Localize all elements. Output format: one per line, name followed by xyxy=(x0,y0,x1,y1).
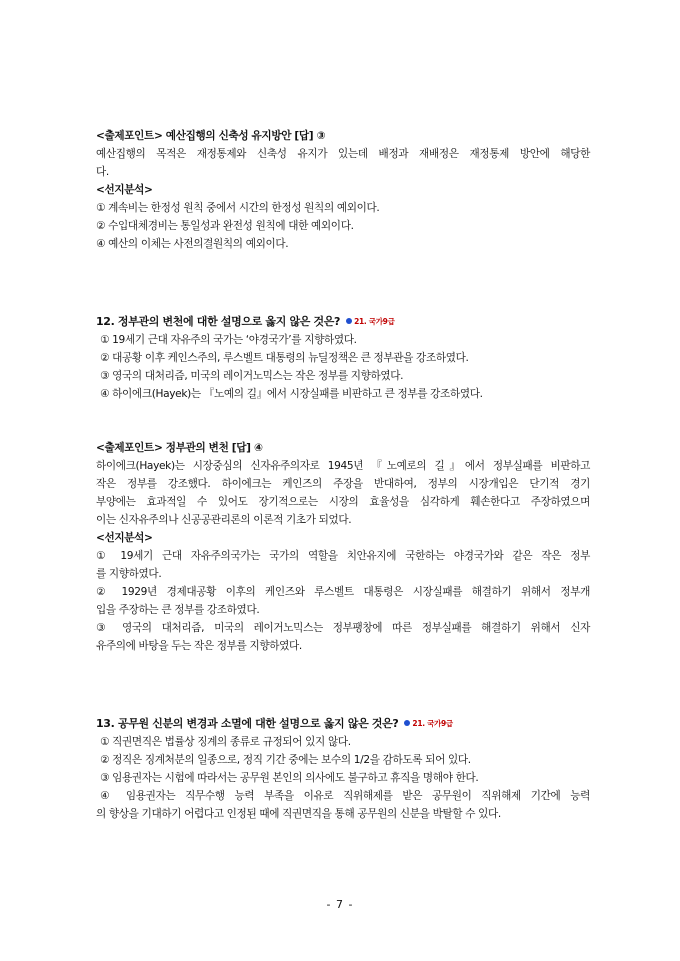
bullet-dot-icon xyxy=(404,720,410,726)
sec2-analysis-line-4: 입을 주장하는 큰 정부를 강조하였다. xyxy=(96,604,260,616)
sec2-analysis-line-2: 를 지향하였다. xyxy=(96,568,162,580)
question-13-option-2: ② 정직은 징계처분의 일종으로, 정직 기간 중에는 보수의 1/2을 감하도록 되어 있다. xyxy=(100,754,471,766)
sec2-analysis-title: <선지분석> xyxy=(96,532,153,544)
sec2-analysis-line-1: ① 19세기 근대 자유주의국가는 국가의 역할을 치안유지에 국한하는 야경국가와 같은 작은 정부 xyxy=(96,550,590,562)
question-12-text: 12. 정부관의 변천에 대한 설명으로 옳지 않은 것은? xyxy=(96,315,341,328)
question-13-option-4-line-2: 의 향상을 기대하기 어렵다고 인정된 때에 직권면직을 통해 공무원의 신분을 박탈할 수 있다. xyxy=(96,808,501,820)
sec1-body-line-1: 예산집행의 목적은 재정통제와 신축성 유지가 있는데 배정과 재배정은 재정통제 방안에 해당한 xyxy=(96,148,590,160)
question-13-option-3: ③ 임용권자는 시험에 따라서는 공무원 본인의 의사에도 불구하고 휴직을 명해야 한다. xyxy=(100,772,479,784)
sec1-analysis-4: ④ 예산의 이체는 사전의결원칙의 예외이다. xyxy=(96,238,289,250)
question-13-tag-text: 21. 국가9급 xyxy=(412,719,453,728)
sec2-body-line-2: 작은 정부를 강조했다. 하이에크는 케인즈의 주장을 반대하여, 정부의 시장개입은 단기적 경기 xyxy=(96,478,590,490)
sec1-analysis-1: ① 계속비는 한정성 원칙 중에서 시간의 한정성 원칙의 예외이다. xyxy=(96,202,380,214)
question-12-option-2: ② 대공황 이후 케인스주의, 루스벨트 대통령의 뉴딜정책은 큰 정부관을 강조하였다. xyxy=(100,352,469,364)
sec1-heading: <출제포인트> 예산집행의 신축성 유지방안 [답] ③ xyxy=(96,130,326,142)
question-12-tag-text: 21. 국가9급 xyxy=(354,317,395,326)
question-13-title xyxy=(96,716,590,732)
question-12-title xyxy=(96,314,590,330)
question-12-option-3: ③ 영국의 대처리즘, 미국의 레이거노믹스는 작은 정부를 지향하였다. xyxy=(100,370,404,382)
sec2-heading: <출제포인트> 정부관의 변천 [답] ④ xyxy=(96,442,263,454)
question-12-source-tag xyxy=(346,314,394,330)
question-12-option-1: ① 19세기 근대 자유주의 국가는 ‘야경국가’를 지향하였다. xyxy=(100,334,357,346)
sec2-body-line-1: 하이에크(Hayek)는 시장중심의 신자유주의자로 1945년 『노예로의 길』에서 정부실패를 비판하고 xyxy=(96,460,590,472)
question-13-text: 13. 공무원 신분의 변경과 소멸에 대한 설명으로 옳지 않은 것은? xyxy=(96,717,399,730)
sec2-body-line-4: 이는 신자유주의나 신공공관리론의 이론적 기초가 되었다. xyxy=(96,514,352,526)
sec2-analysis-line-6: 유주의에 바탕을 두는 작은 정부를 지향하였다. xyxy=(96,640,302,652)
sec2-analysis-line-5: ③ 영국의 대처리즘, 미국의 레이거노믹스는 정부팽창에 따른 정부실패를 해결하기 위해서 신자 xyxy=(96,622,590,634)
question-13-option-1: ① 직권면직은 법률상 징계의 종류로 규정되어 있지 않다. xyxy=(100,736,351,748)
sec2-body-line-3: 부양에는 효과적일 수 있어도 장기적으로는 시장의 효율성을 심각하게 훼손한다고 주장하였으며 xyxy=(96,496,590,508)
sec1-body-line-2: 다. xyxy=(96,166,109,178)
bullet-dot-icon xyxy=(346,318,352,324)
sec1-analysis-2: ② 수입대체경비는 통일성과 완전성 원칙에 대한 예외이다. xyxy=(96,220,354,232)
question-13-source-tag xyxy=(404,716,452,732)
page-number: - 7 - xyxy=(326,898,354,911)
sec2-analysis-line-3: ② 1929년 경제대공황 이후의 케인즈와 루스벨트 대통령은 시장실패를 해결하기 위해서 정부개 xyxy=(96,586,590,598)
sec1-analysis-title: <선지분석> xyxy=(96,184,153,196)
question-13-option-4-line-1: ④ 임용권자는 직무수행 능력 부족을 이유로 직위해제를 받은 공무원이 직위해제 기간에 능력 xyxy=(100,790,590,802)
question-12-option-4: ④ 하이에크(Hayek)는 『노예의 길』에서 시장실패를 비판하고 큰 정부를 강조하였다. xyxy=(100,388,483,400)
